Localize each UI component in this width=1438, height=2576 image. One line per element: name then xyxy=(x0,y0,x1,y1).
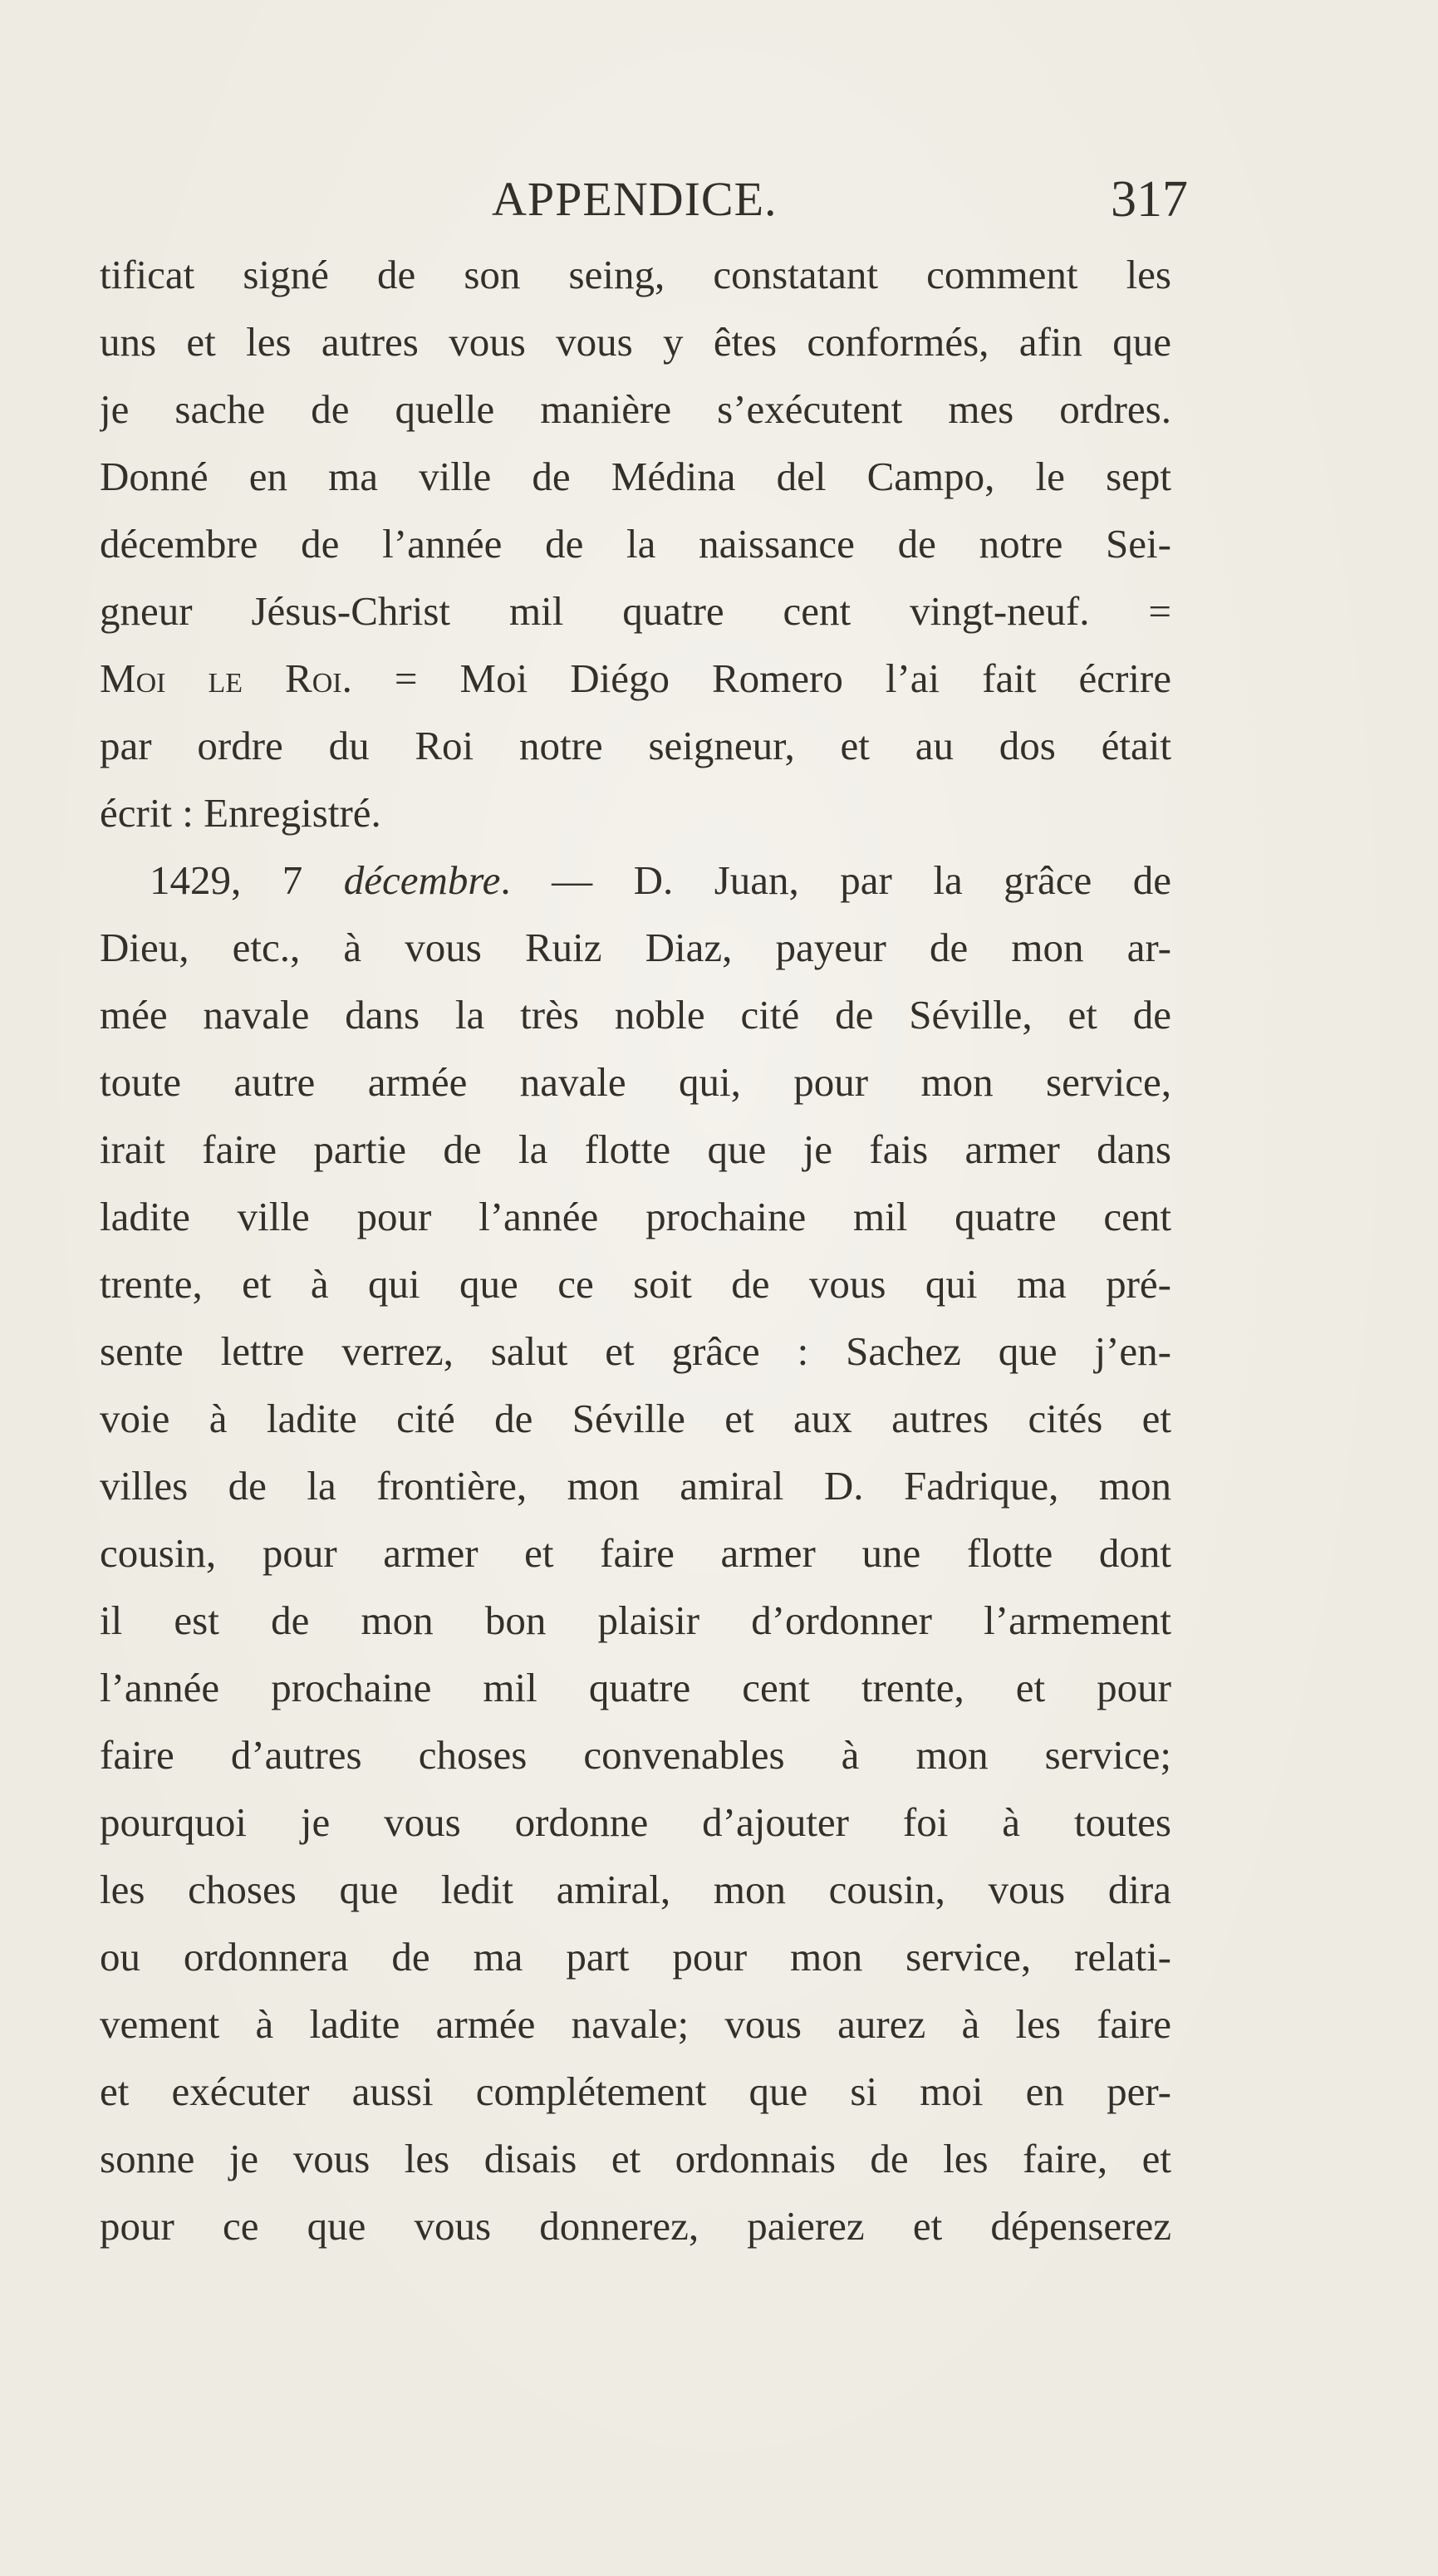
text-line: irait faire partie de la flotte que je fais armer dans xyxy=(100,1126,1171,1172)
text-line: gneur Jésus-Christ mil quatre cent vingt-neuf. = xyxy=(100,588,1171,634)
text-line: je sache de quelle manière s’exécutent mes ordres. xyxy=(100,386,1171,432)
text-line: par ordre du Roi notre seigneur, et au dos était xyxy=(100,723,1171,768)
text-line: ladite ville pour l’année prochaine mil quatre cent xyxy=(100,1194,1171,1239)
text-line: Donné en ma ville de Médina del Campo, le sept xyxy=(100,454,1171,499)
text-line: tificat signé de son seing, constatant comment les xyxy=(100,252,1171,297)
body-text xyxy=(100,241,1171,2260)
text-line: voie à ladite cité de Séville et aux autres cités et xyxy=(100,1396,1171,1441)
date-number: 1429, 7 xyxy=(150,857,344,903)
date-month: décembre xyxy=(343,857,501,903)
text-fragment: . = Moi Diégo Romero l’ai fait écrire xyxy=(341,655,1171,701)
text-line: vement à ladite armée navale; vous aurez à les faire xyxy=(100,2001,1171,2047)
text-line: les choses que ledit amiral, mon cousin, vous dira xyxy=(100,1867,1171,1912)
text-line: ou ordonnera de ma part pour mon service, relati- xyxy=(100,1934,1171,1980)
text-line: l’année prochaine mil quatre cent trente, et pour xyxy=(100,1665,1171,1710)
text-line: pourquoi je vous ordonne d’ajouter foi à toutes xyxy=(100,1799,1171,1845)
text-line: cousin, pour armer et faire armer une flotte dont xyxy=(100,1530,1171,1576)
text-line: mée navale dans la très noble cité de Séville, et de xyxy=(100,992,1171,1038)
signature-king: Moi le Roi xyxy=(100,655,342,701)
text-line: toute autre armée navale qui, pour mon service, xyxy=(100,1059,1171,1105)
text-line: sente lettre verrez, salut et grâce : Sachez que j’en- xyxy=(100,1328,1171,1374)
text-line xyxy=(100,846,1171,914)
text-line: écrit : Enregistré. xyxy=(100,790,381,836)
text-line: et exécuter aussi complétement que si moi en per- xyxy=(100,2068,1171,2114)
text-line: trente, et à qui que ce soit de vous qui ma pré- xyxy=(100,1261,1171,1307)
text-line xyxy=(100,645,1171,712)
text-fragment: . — D. Juan, par la grâce de xyxy=(500,857,1171,903)
text-line: Dieu, etc., à vous Ruiz Diaz, payeur de mon ar- xyxy=(100,925,1171,970)
text-line: décembre de l’année de la naissance de notre Sei- xyxy=(100,521,1171,567)
text-line: pour ce que vous donnerez, paierez et dépenserez xyxy=(100,2203,1171,2249)
running-title: APPENDICE. xyxy=(492,172,778,226)
page-header xyxy=(100,166,1188,233)
page-number: 317 xyxy=(1111,171,1188,228)
text-line: il est de mon bon plaisir d’ordonner l’armement xyxy=(100,1597,1171,1643)
text-line: sonne je vous les disais et ordonnais de les faire, et xyxy=(100,2136,1171,2181)
text-line: uns et les autres vous vous y êtes conformés, afin que xyxy=(100,319,1171,365)
text-line: faire d’autres choses convenables à mon service; xyxy=(100,1732,1171,1778)
text-line: villes de la frontière, mon amiral D. Fadrique, mon xyxy=(100,1463,1171,1509)
